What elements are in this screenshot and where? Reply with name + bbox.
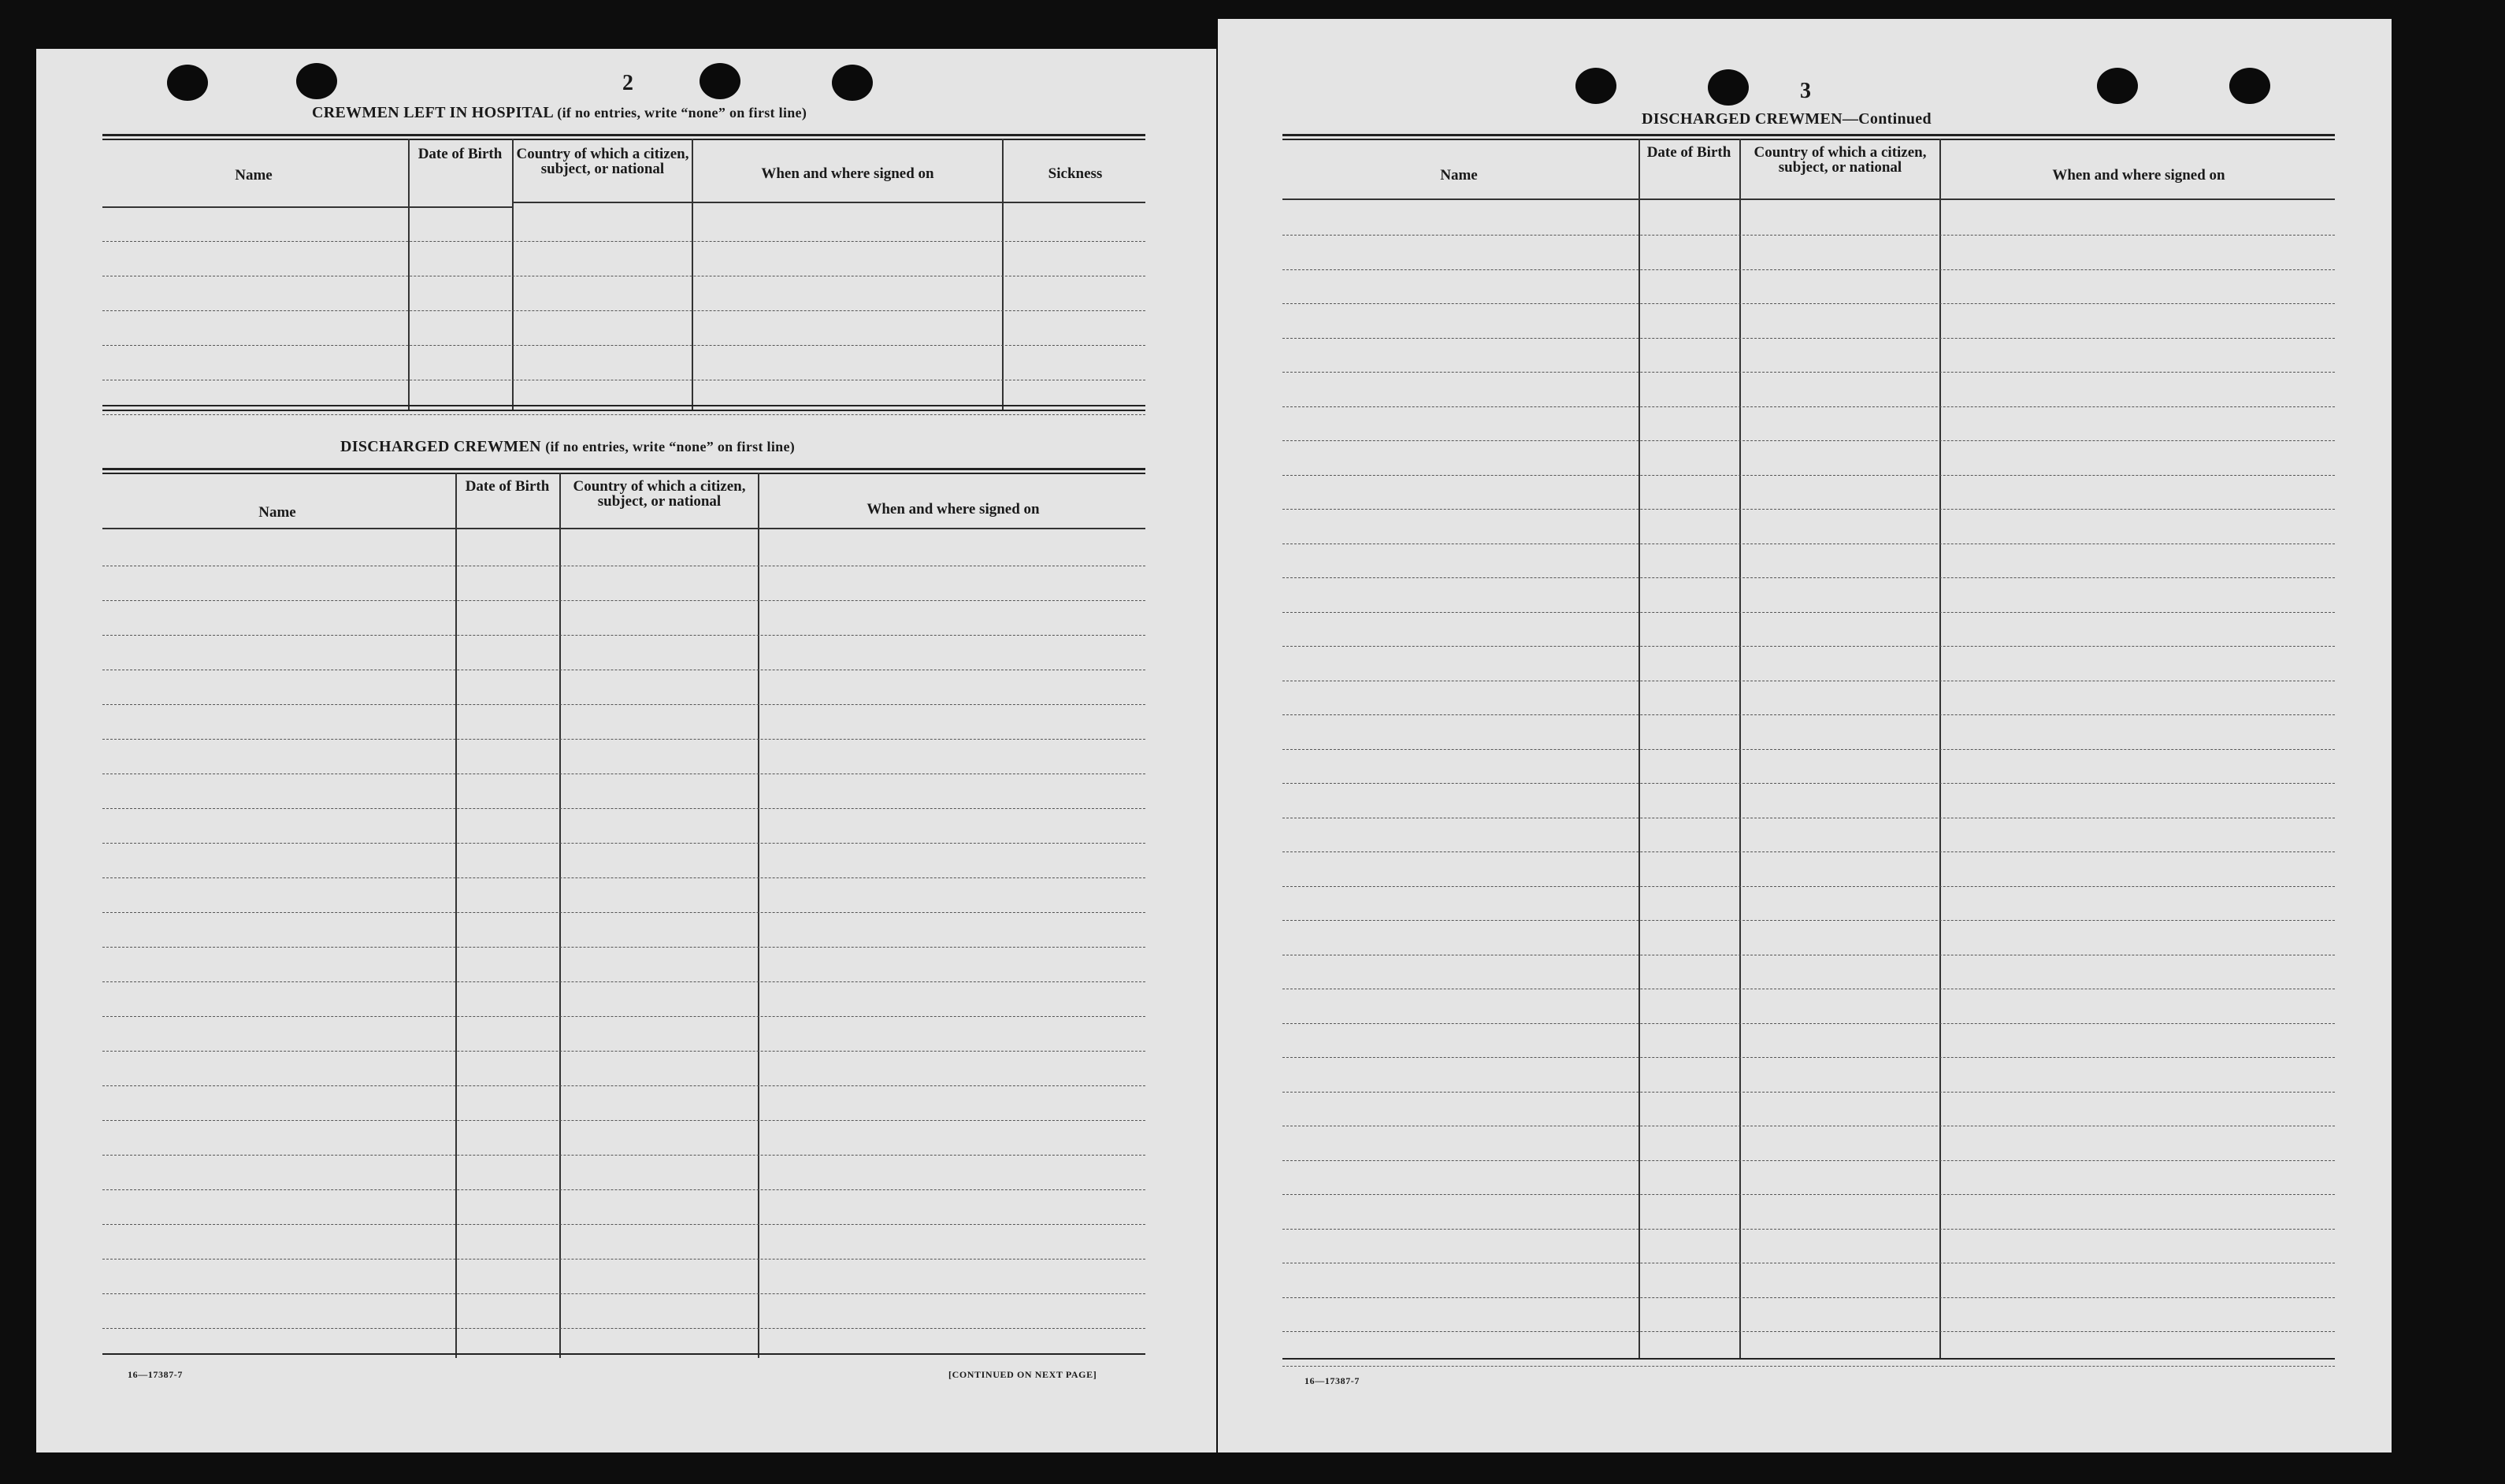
ruled-row-line xyxy=(1282,1366,2335,1367)
page-number: 2 xyxy=(622,71,633,95)
ruled-row-line xyxy=(102,1189,1145,1190)
ruled-row-line xyxy=(1282,714,2335,715)
col-header-dob: Date of Birth xyxy=(465,478,550,495)
page-number: 3 xyxy=(1800,79,1811,103)
col-header-name: Name xyxy=(1440,166,1478,184)
col-header-signed-on: When and where signed on xyxy=(2052,166,2225,184)
ruled-row-line xyxy=(102,1155,1145,1156)
punch-hole xyxy=(167,65,208,101)
ruled-row-line xyxy=(1282,372,2335,373)
punch-hole xyxy=(2097,68,2138,104)
ruled-row-line xyxy=(102,981,1145,982)
col-header-dob: Date of Birth xyxy=(1646,144,1731,161)
ruled-row-line xyxy=(1282,1194,2335,1195)
discharged-section-title xyxy=(340,438,795,456)
ruled-row-line xyxy=(102,1051,1145,1052)
ruled-row-line xyxy=(102,1224,1145,1225)
ruled-row-line xyxy=(102,877,1145,878)
col-header-country: Country of which a citizen, subject, or national xyxy=(1754,144,1927,176)
col-header-signed-on: When and where signed on xyxy=(761,165,934,182)
col-header-country: Country of which a citizen, subject, or national xyxy=(573,478,746,510)
ruled-row-line xyxy=(1282,612,2335,613)
form-number: 16—17387-7 xyxy=(128,1369,183,1380)
ruled-row-line xyxy=(102,808,1145,809)
discharged-continued-title: DISCHARGED CREWMEN—Continued xyxy=(1642,110,1932,128)
ruled-row-line xyxy=(1282,1297,2335,1298)
col-header-signed-on: When and where signed on xyxy=(867,500,1040,518)
punch-hole xyxy=(700,63,740,99)
ruled-row-line xyxy=(1282,920,2335,921)
ruled-row-line xyxy=(102,843,1145,844)
discharged-title-text: DISCHARGED CREWMEN xyxy=(340,438,541,455)
ruled-row-line xyxy=(102,241,1145,242)
form-number: 16—17387-7 xyxy=(1304,1375,1360,1386)
ruled-row-line xyxy=(102,635,1145,636)
ruled-row-line xyxy=(102,600,1145,601)
discharged-continued-table xyxy=(1282,134,2335,1363)
hospital-section-title xyxy=(312,104,807,122)
ruled-row-line xyxy=(1282,783,2335,784)
ruled-row-line xyxy=(1282,509,2335,510)
ruled-row-line xyxy=(1282,851,2335,852)
ruled-row-line xyxy=(102,704,1145,705)
right-page xyxy=(1218,19,2392,1452)
ruled-row-line xyxy=(102,1328,1145,1329)
ruled-row-line xyxy=(1282,338,2335,339)
punch-hole xyxy=(1575,68,1616,104)
punch-hole xyxy=(1708,69,1749,106)
ruled-row-line xyxy=(1282,1229,2335,1230)
ruled-row-line xyxy=(102,345,1145,346)
punch-hole xyxy=(296,63,337,99)
ruled-row-line xyxy=(1282,440,2335,441)
continued-note: [CONTINUED ON NEXT PAGE] xyxy=(948,1369,1097,1380)
col-header-sickness: Sickness xyxy=(1048,165,1103,182)
col-header-name: Name xyxy=(258,503,296,521)
punch-hole xyxy=(832,65,873,101)
ruled-row-line xyxy=(1282,303,2335,304)
ruled-row-line xyxy=(1282,749,2335,750)
punch-hole xyxy=(2229,68,2270,104)
discharged-title-note: (if no entries, write “none” on first line) xyxy=(545,439,796,454)
left-page xyxy=(36,49,1216,1452)
ruled-row-line xyxy=(102,414,1145,415)
ruled-row-line xyxy=(102,1016,1145,1017)
hospital-table xyxy=(102,134,1145,411)
ruled-row-line xyxy=(1282,1331,2335,1332)
ruled-row-line xyxy=(102,310,1145,311)
ruled-row-line xyxy=(102,1120,1145,1121)
ruled-row-line xyxy=(1282,475,2335,476)
ruled-row-line xyxy=(1282,235,2335,236)
ruled-row-line xyxy=(1282,577,2335,578)
discharged-table xyxy=(102,468,1145,1358)
ruled-row-line xyxy=(1282,1023,2335,1024)
hospital-title-note: (if no entries, write “none” on first line) xyxy=(557,105,807,121)
ruled-row-line xyxy=(102,739,1145,740)
ruled-row-line xyxy=(1282,1092,2335,1093)
hospital-title-text: CREWMEN LEFT IN HOSPITAL xyxy=(312,104,553,121)
col-header-dob: Date of Birth xyxy=(418,146,503,162)
ruled-row-line xyxy=(1282,646,2335,647)
ruled-row-line xyxy=(1282,269,2335,270)
ruled-row-line xyxy=(1282,886,2335,887)
ruled-row-line xyxy=(1282,1057,2335,1058)
ruled-row-line xyxy=(102,912,1145,913)
ruled-row-line xyxy=(1282,406,2335,407)
ruled-row-line xyxy=(102,1293,1145,1294)
col-header-name: Name xyxy=(235,166,273,184)
ruled-row-line xyxy=(102,1259,1145,1260)
col-header-country: Country of which a citizen, subject, or national xyxy=(516,146,689,177)
ruled-row-line xyxy=(102,947,1145,948)
ruled-row-line xyxy=(1282,1160,2335,1161)
ruled-row-line xyxy=(102,1085,1145,1086)
